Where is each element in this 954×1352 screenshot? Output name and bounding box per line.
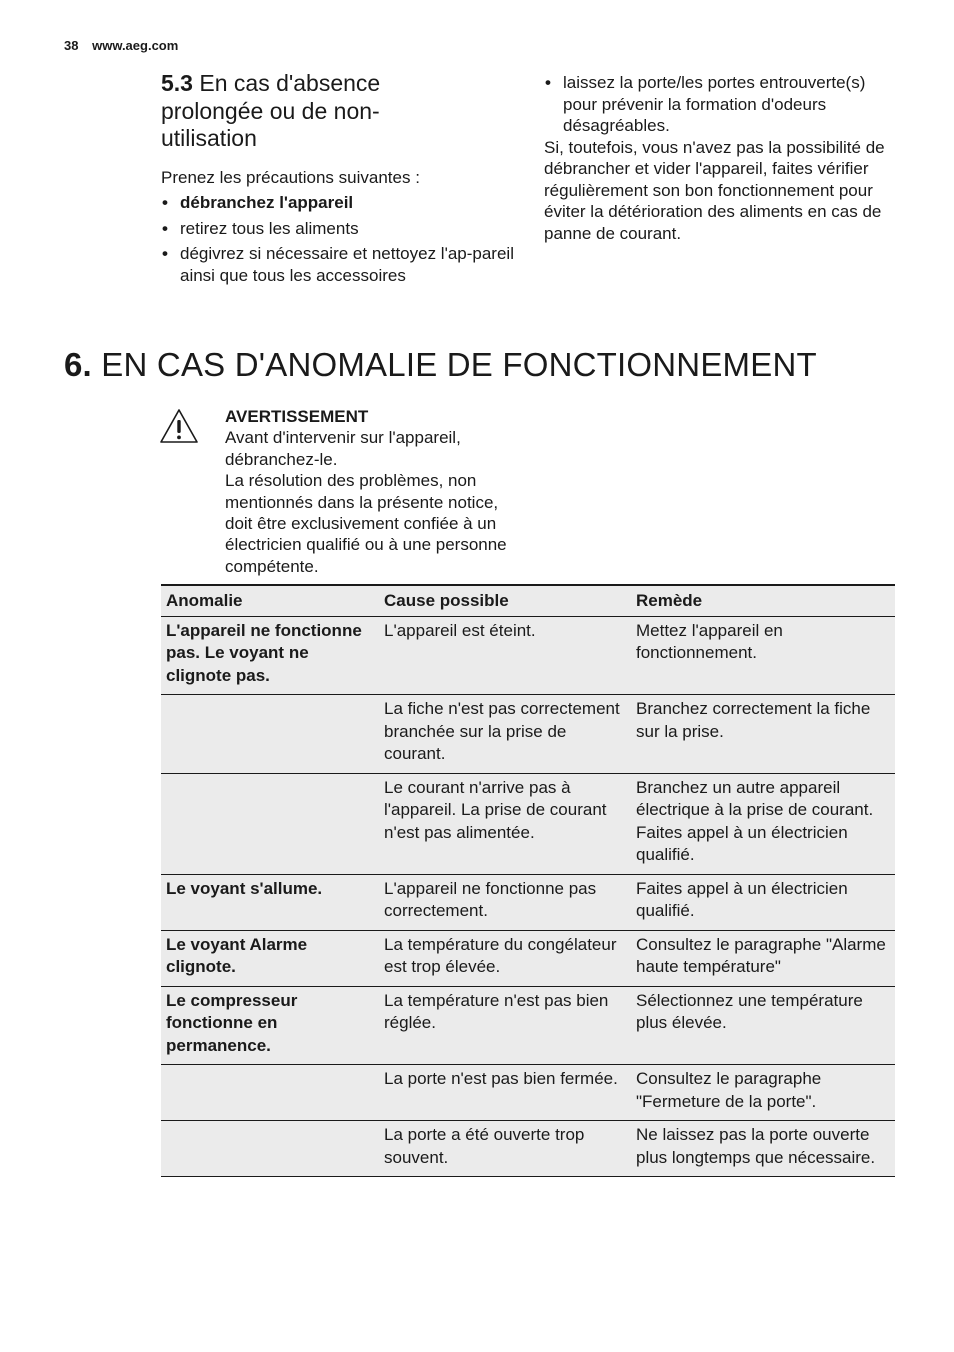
cell-cause: L'appareil est éteint.	[379, 616, 631, 695]
column-header-remede: Remède	[631, 585, 895, 616]
cell-anomalie: Le voyant s'allume.	[161, 874, 379, 930]
remede-line-1: Branchez un autre appareil électrique à la prise de courant.	[636, 777, 874, 819]
section-title	[161, 70, 521, 153]
section-number: 5.3	[161, 70, 193, 96]
precautions-list	[161, 192, 521, 286]
section-paragraph: Si, toutefois, vous n'avez pas la possibilité de débrancher et vider l'appareil, faites vérifier régulièrement son bon fonctionnement pour éviter la détérioration des aliments en cas de panne de courant.	[544, 137, 885, 243]
cell-cause: Le courant n'arrive pas à l'appareil. La prise de courant n'est pas alimentée.	[379, 773, 631, 874]
section-intro: Prenez les précautions suivantes :	[161, 167, 420, 187]
precautions-list-continued	[544, 72, 894, 137]
table-row	[161, 930, 895, 986]
warning-line-1: Avant d'intervenir sur l'appareil, débranchez-le.	[225, 428, 461, 469]
cell-remede: Mettez l'appareil en fonctionnement.	[631, 616, 895, 695]
warning-title: AVERTISSEMENT	[225, 407, 369, 426]
cell-cause: La température du congélateur est trop élevée.	[379, 930, 631, 986]
list-item: • retirez tous les aliments	[161, 218, 521, 240]
website-url: www.aeg.com	[92, 38, 179, 53]
section-title-line-1: En cas d'absence	[199, 70, 381, 96]
cell-remede: Faites appel à un électricien qualifié.	[631, 874, 895, 930]
list-item: • débranchez l'appareil	[161, 192, 521, 214]
section-title-line-2: prolongée ou de non-	[161, 97, 380, 124]
chapter-title-text: EN CAS D'ANOMALIE DE FONCTIONNEMENT	[101, 346, 817, 383]
warning-triangle-icon	[159, 408, 199, 444]
cell-anomalie	[161, 695, 379, 774]
table-row	[161, 1121, 895, 1177]
cell-cause: La température n'est pas bien réglée.	[379, 986, 631, 1065]
page-header	[64, 38, 178, 53]
cell-anomalie: Le voyant Alarme clignote.	[161, 930, 379, 986]
cell-anomalie	[161, 1121, 379, 1177]
list-item: • dégivrez si nécessaire et nettoyez l'ap-pareil ainsi que tous les accessoires	[161, 243, 521, 286]
cell-remede: Consultez le paragraphe "Alarme haute température"	[631, 930, 895, 986]
cell-cause: La porte n'est pas bien fermée.	[379, 1065, 631, 1121]
page-number: 38	[64, 38, 79, 53]
remede-line-2: Faites appel à un électricien qualifié.	[636, 822, 848, 864]
table-row	[161, 616, 895, 695]
chapter-number: 6.	[64, 346, 92, 383]
cell-anomalie	[161, 1065, 379, 1121]
cell-cause: La porte a été ouverte trop souvent.	[379, 1121, 631, 1177]
warning-text	[225, 406, 525, 577]
column-header-cause: Cause possible	[379, 585, 631, 616]
table-header-row	[161, 585, 895, 616]
cell-remede: Ne laissez pas la porte ouverte plus longtemps que nécessaire.	[631, 1121, 895, 1177]
table-row	[161, 695, 895, 774]
warning-line-2: La résolution des problèmes, non mentionnés dans la présente notice, doit être exclusivement confiée à un électricien qualifié ou à une personne compétente.	[225, 471, 507, 576]
cell-anomalie: Le compresseur fonctionne en permanence.	[161, 986, 379, 1065]
section-title-line-3: utilisation	[161, 125, 257, 151]
cell-remede: Sélectionnez une température plus élevée.	[631, 986, 895, 1065]
table-row	[161, 1065, 895, 1121]
table-row	[161, 986, 895, 1065]
cell-cause: L'appareil ne fonctionne pas correctement.	[379, 874, 631, 930]
troubleshooting-table	[161, 584, 895, 1177]
column-header-anomalie: Anomalie	[161, 585, 379, 616]
cell-anomalie: L'appareil ne fonctionne pas. Le voyant ne clignote pas.	[161, 616, 379, 695]
cell-remede: Branchez correctement la fiche sur la prise.	[631, 695, 895, 774]
cell-cause: La fiche n'est pas correctement branchée sur la prise de courant.	[379, 695, 631, 774]
cell-anomalie	[161, 773, 379, 874]
section-5-3-continued	[544, 72, 894, 244]
chapter-title	[64, 346, 817, 384]
table-row	[161, 773, 895, 874]
cell-remede	[631, 773, 895, 874]
cell-remede: Consultez le paragraphe "Fermeture de la porte".	[631, 1065, 895, 1121]
list-item: • laissez la porte/les portes entrouverte(s) pour prévenir la formation d'odeurs désagréables.	[544, 72, 894, 137]
table-row	[161, 874, 895, 930]
section-5-3	[161, 70, 521, 290]
